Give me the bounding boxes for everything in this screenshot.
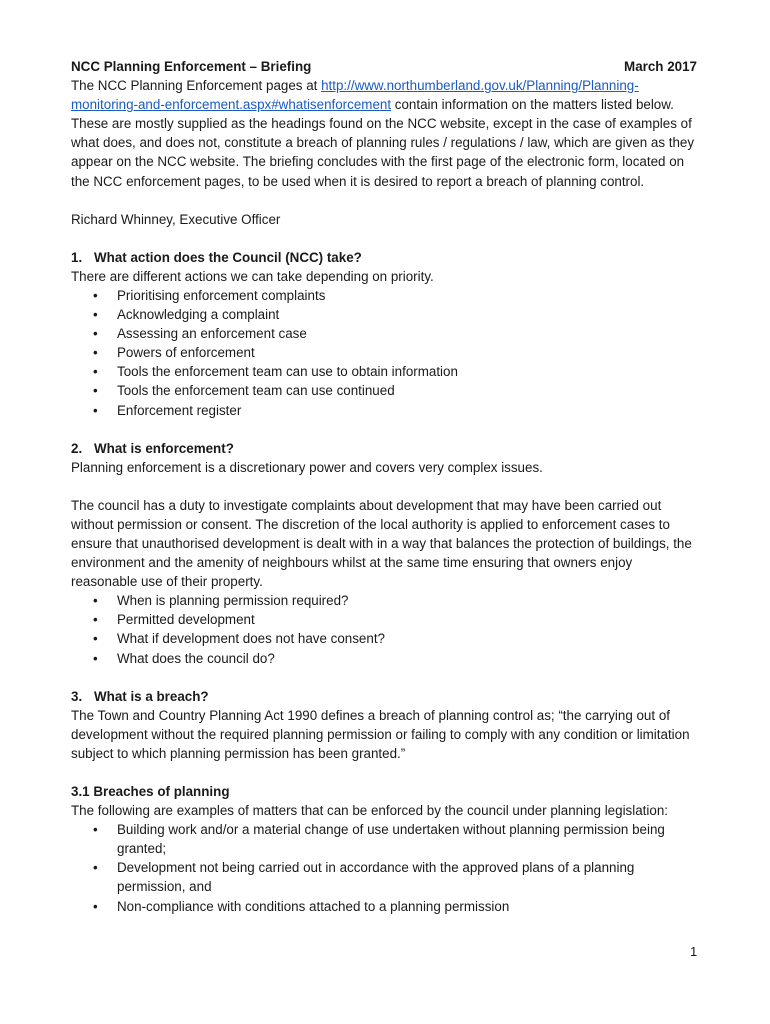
section-1-title: What action does the Council (NCC) take? xyxy=(94,249,362,265)
section-2-text-2: The council has a duty to investigate complaints about development that may have been carried out without permission or consent. The discretion of the local authority is applied to enforcement cases to ensure that unauthorised development is dealt with in a way that balances the protection of buildings, the environment and the amenity of neighbours whilst at the same time ensuring that owners enjoy reasonable use of their property. xyxy=(71,497,692,590)
page-number: 1 xyxy=(690,944,698,959)
list-item: • Powers of enforcement xyxy=(71,343,697,362)
section-1-number: 1. xyxy=(71,249,83,265)
section-2-number: 2. xyxy=(71,440,83,456)
section-1-text: There are different actions we can take depending on priority. xyxy=(71,268,434,284)
list-item: • Permitted development xyxy=(71,610,697,629)
list-item: • Non-compliance with conditions attached to a planning permission xyxy=(71,897,697,916)
section-3-heading xyxy=(71,687,697,706)
list-item: • Prioritising enforcement complaints xyxy=(71,286,697,305)
section-2-list xyxy=(71,591,697,667)
section-3-text: The Town and Country Planning Act 1990 defines a breach of planning control as; “the carrying out of development without the required planning permission or failing to comply with any condition or limitation subject to which planning permission has been granted.” xyxy=(71,707,690,761)
doc-date: March 2017 xyxy=(624,59,697,74)
section-2-heading xyxy=(71,439,697,458)
list-item: • When is planning permission required? xyxy=(71,591,697,610)
intro-text-before: The NCC Planning Enforcement pages at xyxy=(71,78,322,94)
doc-header xyxy=(71,57,697,76)
list-item: • Building work and/or a material change of use undertaken without planning permission being granted; xyxy=(71,820,697,858)
author-line: Richard Whinney, Executive Officer xyxy=(71,211,281,227)
list-item: • What if development does not have consent? xyxy=(71,629,697,648)
section-3-1-heading: 3.1 Breaches of planning xyxy=(71,784,230,799)
section-3-1-text: The following are examples of matters that can be enforced by the council under planning legislation: xyxy=(71,803,668,819)
list-item: • Tools the enforcement team can use continued xyxy=(71,381,697,400)
list-item: • Development not being carried out in accordance with the approved plans of a planning permission, and xyxy=(71,858,697,896)
section-1-heading xyxy=(71,248,697,267)
ncc-enforcement-link[interactable]: http://www.northumberland.gov.uk/Planning/Planning-monitoring-and-enforcement.aspx#whatisenforcement xyxy=(71,78,639,113)
list-item: • Enforcement register xyxy=(71,401,697,420)
intro-paragraph xyxy=(71,76,697,191)
list-item: • What does the council do? xyxy=(71,649,697,668)
list-item: • Tools the enforcement team can use to obtain information xyxy=(71,362,697,381)
section-1-list xyxy=(71,286,697,420)
section-3-title: What is a breach? xyxy=(94,688,209,704)
document-page xyxy=(71,57,697,916)
doc-title: NCC Planning Enforcement – Briefing xyxy=(71,59,312,74)
list-item: • Acknowledging a complaint xyxy=(71,305,697,324)
list-item: • Assessing an enforcement case xyxy=(71,324,697,343)
section-3-number: 3. xyxy=(71,688,83,704)
section-2-text-1: Planning enforcement is a discretionary power and covers very complex issues. xyxy=(71,459,543,475)
section-2-title: What is enforcement? xyxy=(94,440,234,456)
section-3-1-list xyxy=(71,820,697,915)
intro-text-after: contain information on the matters listed below. These are mostly supplied as the headings found on the NCC website, except in the case of examples of what does, and does not, constitute a breach of planning rules / regulations / law, which are given as they appear on the NCC website. The briefing concludes with the first page of the electronic form, located on the NCC enforcement pages, to be used when it is desired to report a breach of planning control. xyxy=(71,97,695,189)
